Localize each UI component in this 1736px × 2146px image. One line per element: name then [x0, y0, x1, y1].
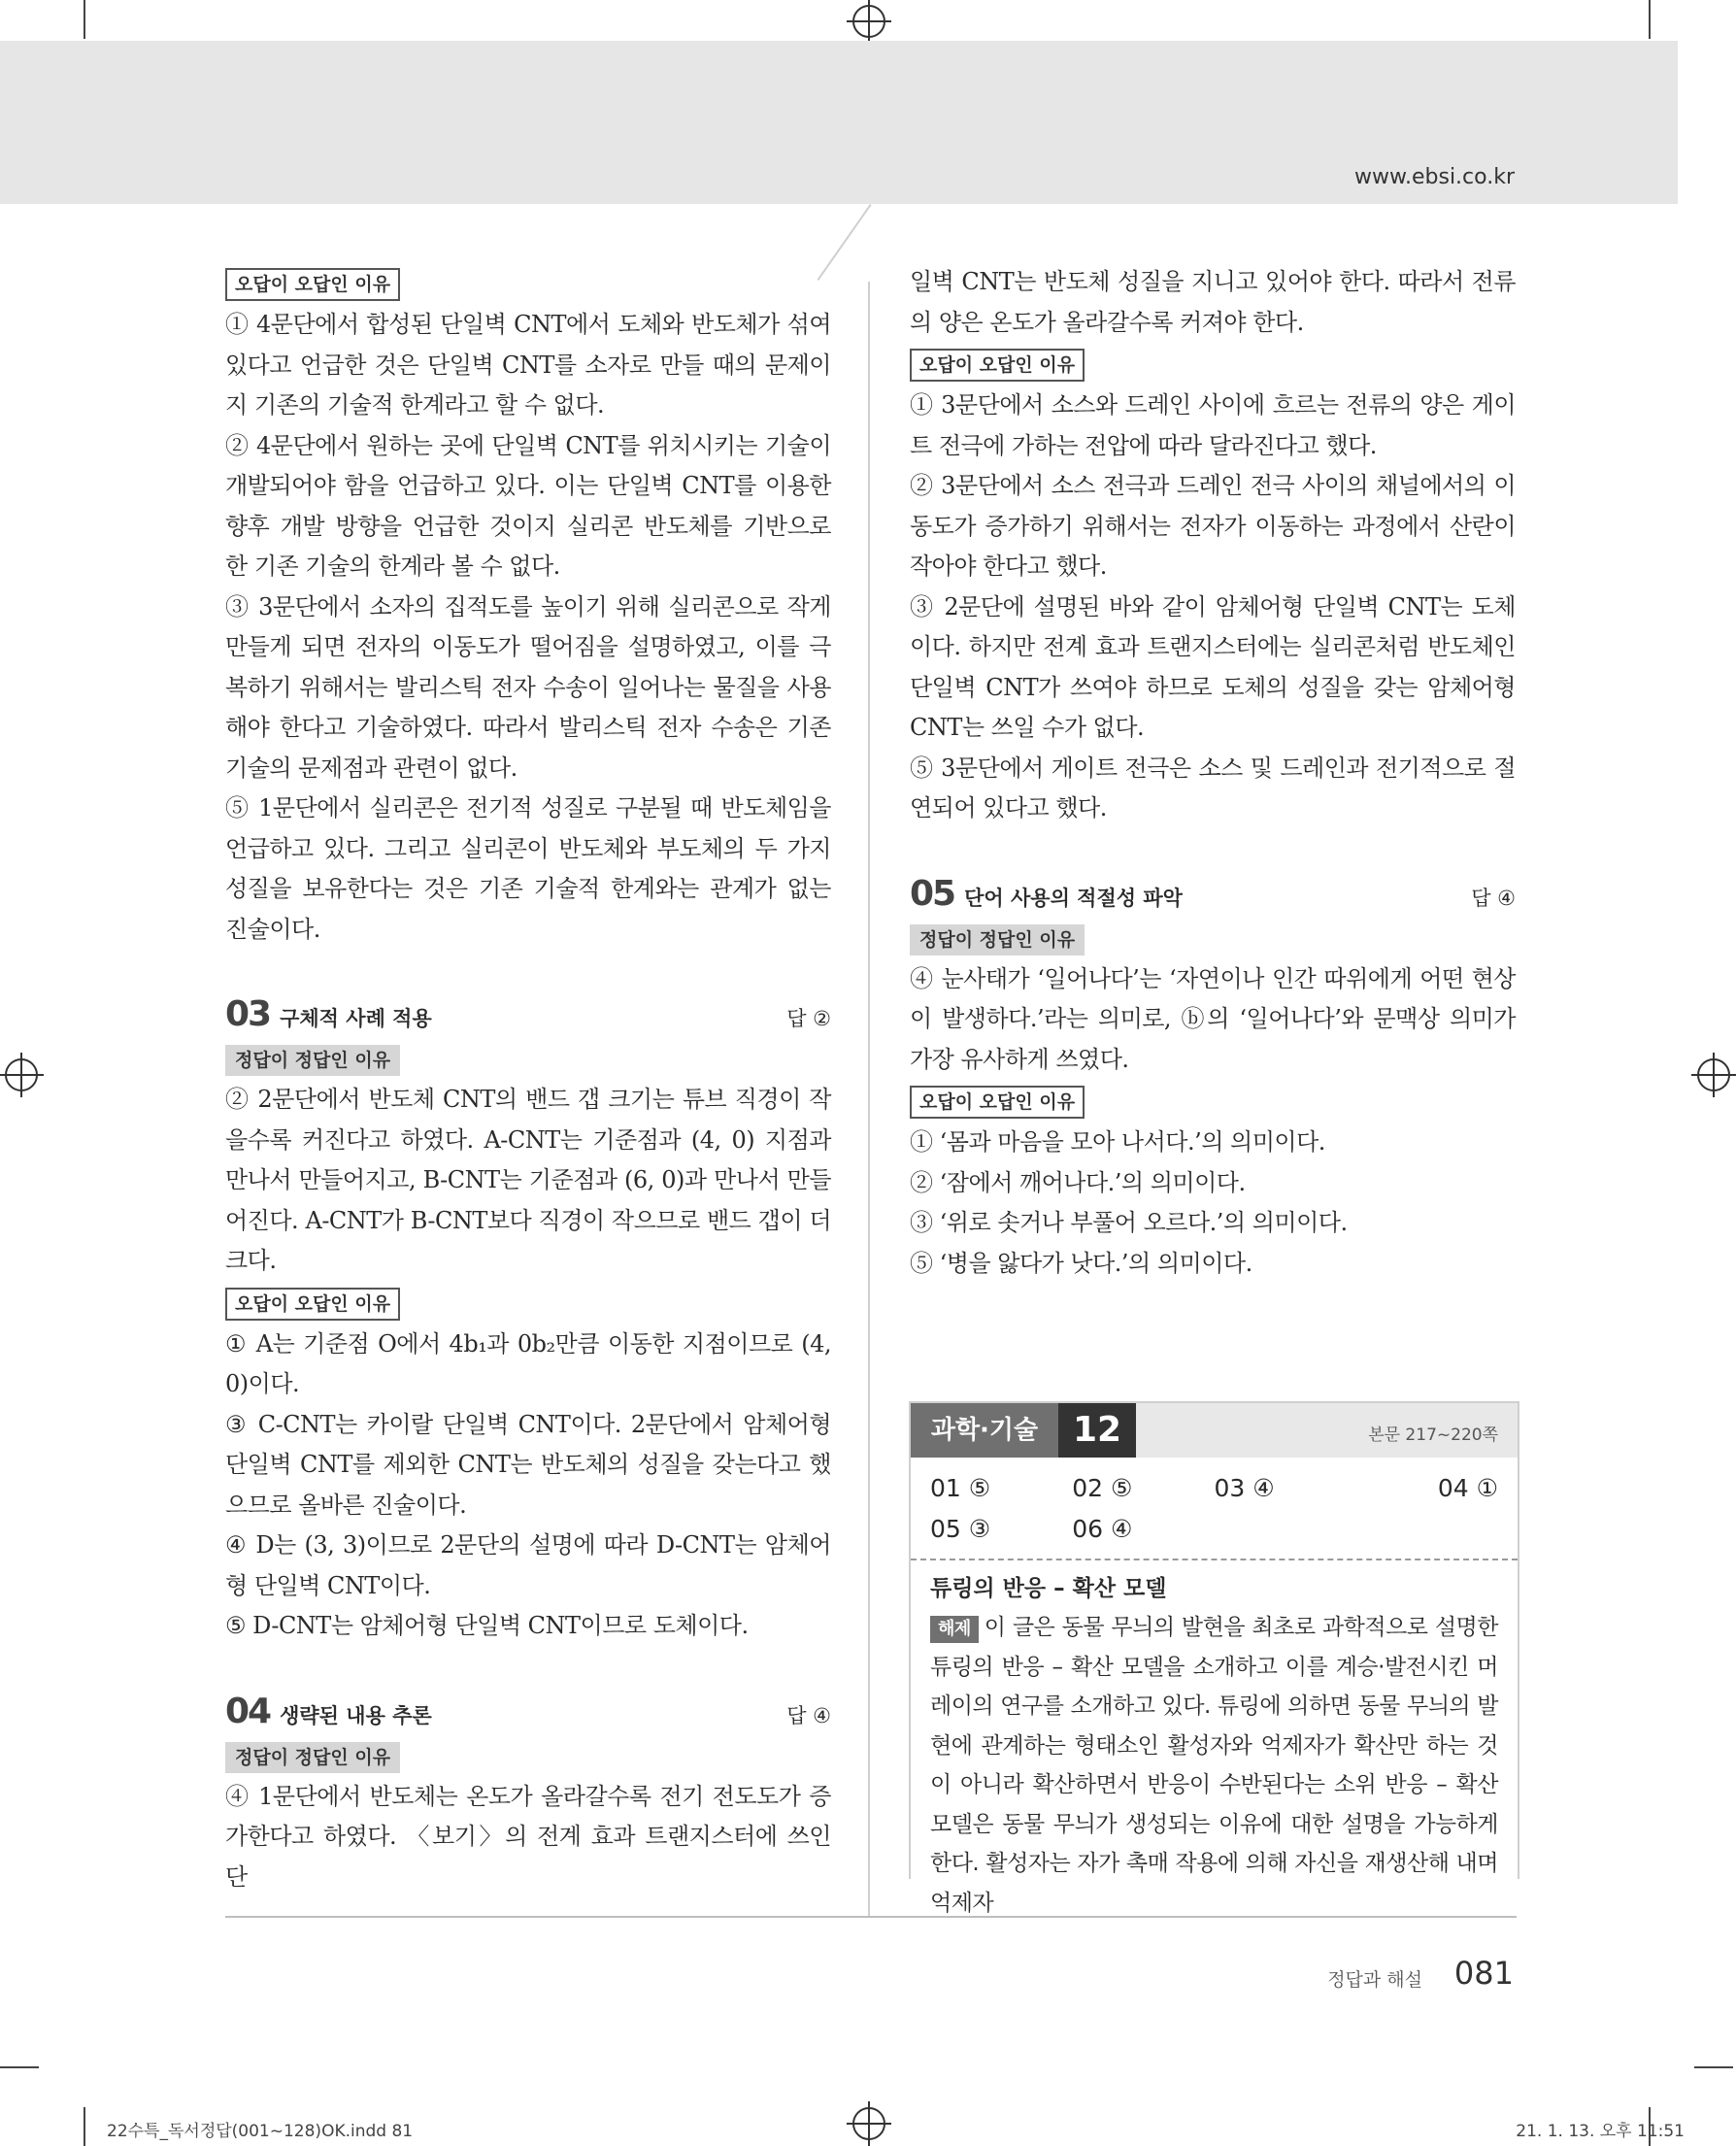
- header-band-gap: [1678, 41, 1733, 204]
- print-slug-date: 21. 1. 13. 오후 11:51: [1516, 2122, 1685, 2141]
- registration-mark-icon: [852, 2107, 885, 2140]
- registration-mark-icon: [1697, 1058, 1730, 1091]
- explanation-item: ③ 2문단에 설명된 바와 같이 암체어형 단일벽 CNT는 도체이다. 하지만 전계 효과 트랜지스터에는 실리콘처럼 반도체인 단일벽 CNT가 쓰여야 하므로 도체의 성질을 갖는 암체어형 CNT는 쓰일 수가 없다.: [910, 592, 1516, 741]
- question-title: 구체적 사례 적용: [280, 1007, 432, 1030]
- explanation-item: ④ 1문단에서 반도체는 온도가 올라갈수록 전기 전도도가 증가한다고 하였다. 〈보기〉의 전계 효과 트랜지스터에 쓰인 단: [225, 1782, 831, 1891]
- crop-mark: [83, 0, 85, 39]
- unit-number: 12: [1058, 1403, 1136, 1458]
- footer-section-label: 정답과 해설: [1327, 1969, 1422, 1991]
- footer-rule: [225, 1916, 1517, 1918]
- question-number: 03: [225, 994, 271, 1034]
- wrong-reason-label: 오답이 오답인 이유: [225, 268, 400, 301]
- subject-tab: 과학·기술: [911, 1403, 1058, 1458]
- wrong-reason-label: 오답이 오답인 이유: [910, 349, 1085, 382]
- answer-item: 01 ⑤: [930, 1474, 991, 1502]
- correct-reason-label: 정답이 정답인 이유: [225, 1045, 400, 1076]
- question-answer: 답 ②: [786, 1007, 831, 1030]
- explanation-item: ① ‘몸과 마음을 모아 나서다.’의 의미이다.: [910, 1128, 1325, 1156]
- answer-item: 05 ③: [930, 1515, 991, 1543]
- answer-item: 03 ④: [1214, 1474, 1275, 1502]
- question-number: 05: [910, 873, 955, 914]
- site-url: www.ebsi.co.kr: [1354, 165, 1515, 189]
- explanation-item: ② 3문단에서 소스 전극과 드레인 전극 사이의 채널에서의 이동도가 증가하기 위해서는 전자가 이동하는 과정에서 산란이 작아야 한다고 했다.: [910, 472, 1516, 580]
- page-reference: 본문 217~220쪽: [1368, 1425, 1498, 1445]
- question-answer: 답 ④: [1471, 886, 1516, 910]
- question-title: 단어 사용의 적절성 파악: [964, 886, 1183, 910]
- crop-mark: [1649, 0, 1651, 39]
- right-column: [910, 262, 1516, 1284]
- explanation-item: ④ 눈사태가 ‘일어나다’는 ‘자연이나 인간 따위에게 어떤 현상이 발생하다.’라는 의미로, ⓑ의 ‘일어나다’와 문맥상 의미가 가장 유사하게 쓰였다.: [910, 964, 1516, 1073]
- registration-mark-icon: [852, 5, 885, 38]
- crop-mark: [83, 2107, 85, 2146]
- question-title: 생략된 내용 추론: [280, 1703, 432, 1727]
- print-slug-file: 22수특_독서정답(001~128)OK.indd 81: [107, 2122, 414, 2141]
- answer-item: 04 ①: [1437, 1474, 1498, 1502]
- haeje-label: 해제: [930, 1616, 979, 1643]
- explanation-item: ⑤ 3문단에서 게이트 전극은 소스 및 드레인과 전기적으로 절연되어 있다고 했다.: [910, 754, 1516, 822]
- page-number: 081: [1453, 1955, 1514, 1992]
- question-number: 04: [225, 1691, 271, 1731]
- correct-reason-label: 정답이 정답인 이유: [225, 1742, 400, 1773]
- crop-mark: [1694, 2066, 1733, 2068]
- question-header-05: [910, 874, 1516, 919]
- wrong-reason-label: 오답이 오답인 이유: [910, 1086, 1085, 1119]
- question-header-03: [225, 994, 831, 1039]
- passage-summary: [911, 1608, 1518, 1923]
- explanation-item: ① 3문단에서 소스와 드레인 사이에 흐르는 전류의 양은 게이트 전극에 가하는 전압에 따라 달라진다고 했다.: [910, 391, 1516, 459]
- summary-header: [911, 1403, 1518, 1458]
- explanation-item: ⑤ 1문단에서 실리콘은 전기적 성질로 구분될 때 반도체임을 언급하고 있다. 그리고 실리콘이 반도체와 부도체의 두 가지 성질을 보유한다는 것은 기존 기술적 한계와는 관계가 없는 진술이다.: [225, 794, 831, 943]
- passage-title: 튜링의 반응 – 확산 모델: [930, 1576, 1167, 1601]
- explanation-item: ② 4문단에서 원하는 곳에 단일벽 CNT를 위치시키는 기술이 개발되어야 함을 언급하고 있다. 이는 단일벽 CNT를 이용한 향후 개발 방향을 언급한 것이지 실리콘 반도체를 기반으로 한 기존 기술의 한계라 볼 수 없다.: [225, 431, 831, 580]
- correct-reason-label: 정답이 정답인 이유: [910, 924, 1085, 956]
- question-answer: 답 ④: [786, 1703, 831, 1727]
- passage-summary-text: 이 글은 동물 무늬의 발현을 최초로 과학적으로 설명한 튜링의 반응 – 확산 모델을 소개하고 이를 계승·발전시킨 머레이의 연구를 소개하고 있다. 튜링에 의하면 동물 무늬의 발현에 관계하는 형태소인 활성자와 억제자가 확산만 하는 것이 아니라 확산하면서 반응이 수반된다는 소위 반응 – 확산 모델은 동물 무늬가 생성되는 이유에 대한 설명을 가능하게 한다. 활성자는 자가 촉매 작용에 의해 자신을 재생산해 내며 억제자: [930, 1615, 1498, 1916]
- crop-mark: [0, 2066, 39, 2068]
- explanation-item: 일벽 CNT는 반도체 성질을 지니고 있어야 한다. 따라서 전류의 양은 온도가 올라갈수록 커져야 한다.: [910, 268, 1516, 336]
- explanation-item: ④ D는 (3, 3)이므로 2문단의 설명에 따라 D-CNT는 암체어형 단일벽 CNT이다.: [225, 1531, 831, 1599]
- explanation-item: ① A는 기준점 O에서 4b₁과 0b₂만큼 이동한 지점이므로 (4, 0)이다.: [225, 1329, 831, 1397]
- explanation-item: ⑤ ‘병을 앓다가 낫다.’의 의미이다.: [910, 1249, 1252, 1277]
- left-column: [225, 262, 831, 1897]
- answer-grid: [911, 1458, 1518, 1549]
- explanation-item: ② 2문단에서 반도체 CNT의 밴드 갭 크기는 튜브 직경이 작을수록 커진다고 하였다. A-CNT는 기준점과 (4, 0) 지점과 만나서 만들어지고, B-CNT는 기준점과 (6, 0)과 만나서 만들어진다. A-CNT가 B-CNT보다 직경이 작으므로 밴드 갭이 더 크다.: [225, 1086, 831, 1274]
- explanation-item: ① 4문단에서 합성된 단일벽 CNT에서 도체와 반도체가 섞여 있다고 언급한 것은 단일벽 CNT를 소자로 만들 때의 문제이지 기존의 기술적 한계라고 할 수 없다.: [225, 311, 831, 419]
- answer-item: 06 ④: [1072, 1515, 1133, 1543]
- column-divider: [868, 282, 870, 1916]
- explanation-item: ② ‘잠에서 깨어나다.’의 의미이다.: [910, 1168, 1246, 1196]
- explanation-item: ⑤ D-CNT는 암체어형 단일벽 CNT이므로 도체이다.: [225, 1612, 749, 1639]
- question-header-04: [225, 1692, 831, 1736]
- explanation-item: ③ 3문단에서 소자의 집적도를 높이기 위해 실리콘으로 작게 만들게 되면 전자의 이동도가 떨어짐을 설명하였고, 이를 극복하기 위해서는 발리스틱 전자 수송이 일어나는 물질을 사용해야 한다고 기술하였다. 따라서 발리스틱 전자 수송은 기존 기술의 문제점과 관련이 없다.: [225, 592, 831, 782]
- explanation-item: ③ C-CNT는 카이랄 단일벽 CNT이다. 2문단에서 암체어형 단일벽 CNT를 제외한 CNT는 반도체의 성질을 갖는다고 했으므로 올바른 진술이다.: [225, 1410, 831, 1519]
- registration-mark-icon: [5, 1058, 38, 1091]
- explanation-item: ③ ‘위로 솟거나 부풀어 오르다.’의 의미이다.: [910, 1209, 1348, 1236]
- wrong-reason-label: 오답이 오답인 이유: [225, 1288, 400, 1321]
- answer-summary-box: [909, 1401, 1519, 1916]
- answer-item: 02 ⑤: [1072, 1474, 1133, 1502]
